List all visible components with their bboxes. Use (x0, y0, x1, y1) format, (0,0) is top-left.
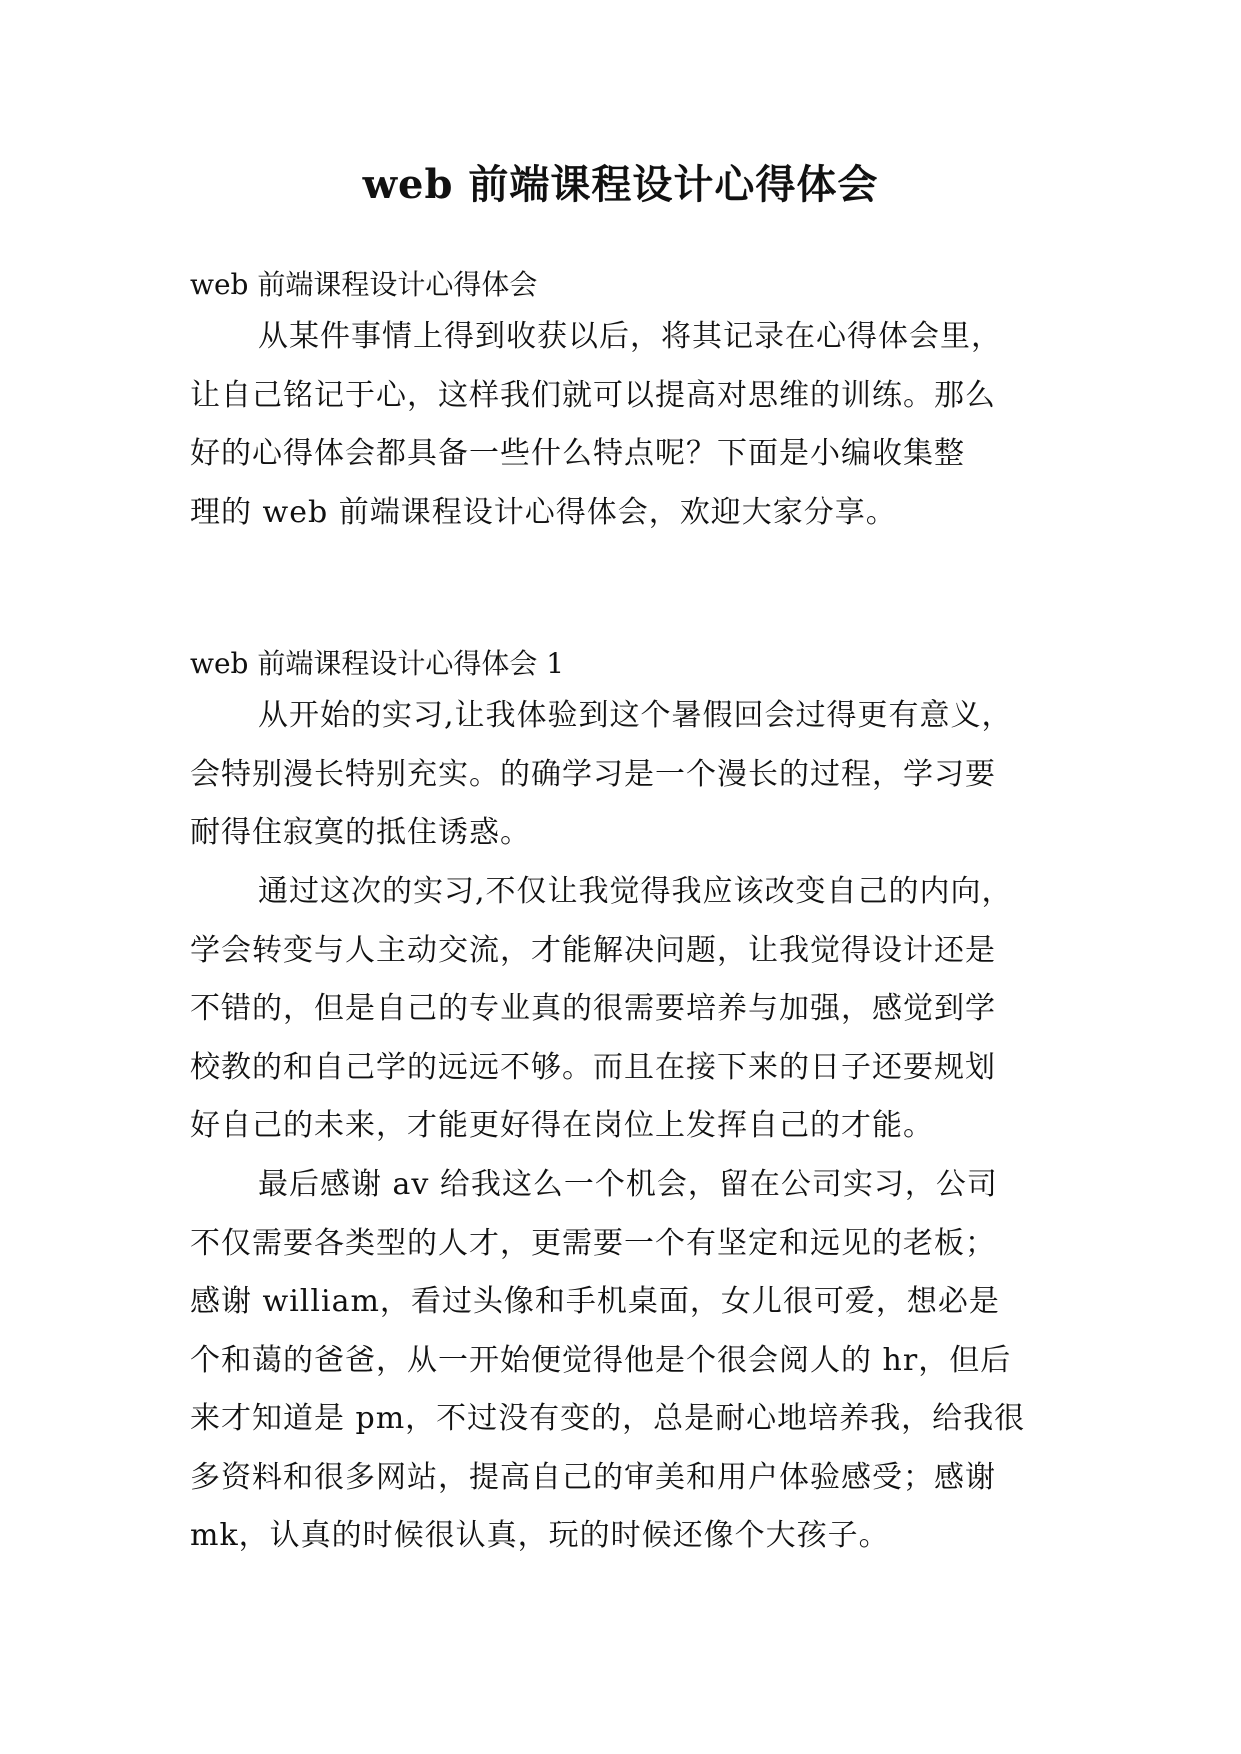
paragraph-line: 从开始的实习,让我体验到这个暑假回会过得更有意义， (258, 698, 1013, 733)
paragraph-line: 会特别漫长特别充实。的确学习是一个漫长的过程，学习要 (190, 756, 996, 792)
paragraph-line: 多资料和很多网站，提高自己的审美和用户体验感受；感谢 (190, 1459, 996, 1495)
paragraph-line: 最后感谢 av 给我这么一个机会，留在公司实习，公司 (258, 1167, 998, 1202)
paragraph-3 (190, 1156, 1050, 1566)
document-subtitle: web 前端课程设计心得体会 (190, 268, 538, 301)
paragraph-2 (190, 863, 1050, 1156)
paragraph-line: 来才知道是 pm，不过没有变的，总是耐心地培养我，给我很 (190, 1401, 1026, 1436)
section-heading-1: web 前端课程设计心得体会 1 (190, 647, 565, 680)
paragraph-line: 个和蔼的爸爸，从一开始便觉得他是个很会阅人的 hr，但后 (190, 1342, 1012, 1378)
paragraph-line: 好自己的未来，才能更好得在岗位上发挥自己的才能。 (190, 1108, 934, 1143)
paragraph-line: 通过这次的实习,不仅让我觉得我应该改变自己的内向， (258, 874, 1013, 909)
paragraph-line: 让自己铭记于心，这样我们就可以提高对思维的训练。那么 (190, 377, 996, 413)
paragraph-line: 不错的，但是自己的专业真的很需要培养与加强，感觉到学 (190, 991, 996, 1026)
paragraph-line: 好的心得体会都具备一些什么特点呢？下面是小编收集整 (190, 436, 965, 471)
paragraph-line: 耐得住寂寞的抵住诱惑。 (190, 815, 531, 850)
paragraph-line: 从某件事情上得到收获以后，将其记录在心得体会里， (258, 319, 1002, 354)
paragraph-line: 理的 web 前端课程设计心得体会，欢迎大家分享。 (190, 494, 897, 530)
paragraph-line: 不仅需要各类型的人才，更需要一个有坚定和远见的老板； (190, 1225, 996, 1261)
intro-paragraph (190, 308, 1050, 542)
paragraph-1 (190, 687, 1050, 863)
document-title: web 前端课程设计心得体会 (362, 161, 879, 208)
paragraph-line: 感谢 william，看过头像和手机桌面，女儿很可爱，想必是 (190, 1284, 1000, 1319)
paragraph-line: 校教的和自己学的远远不够。而且在接下来的日子还要规划 (190, 1049, 996, 1085)
paragraph-line: 学会转变与人主动交流，才能解决问题，让我觉得设计还是 (190, 932, 996, 968)
paragraph-line: mk，认真的时候很认真，玩的时候还像个大孩子。 (190, 1518, 890, 1553)
